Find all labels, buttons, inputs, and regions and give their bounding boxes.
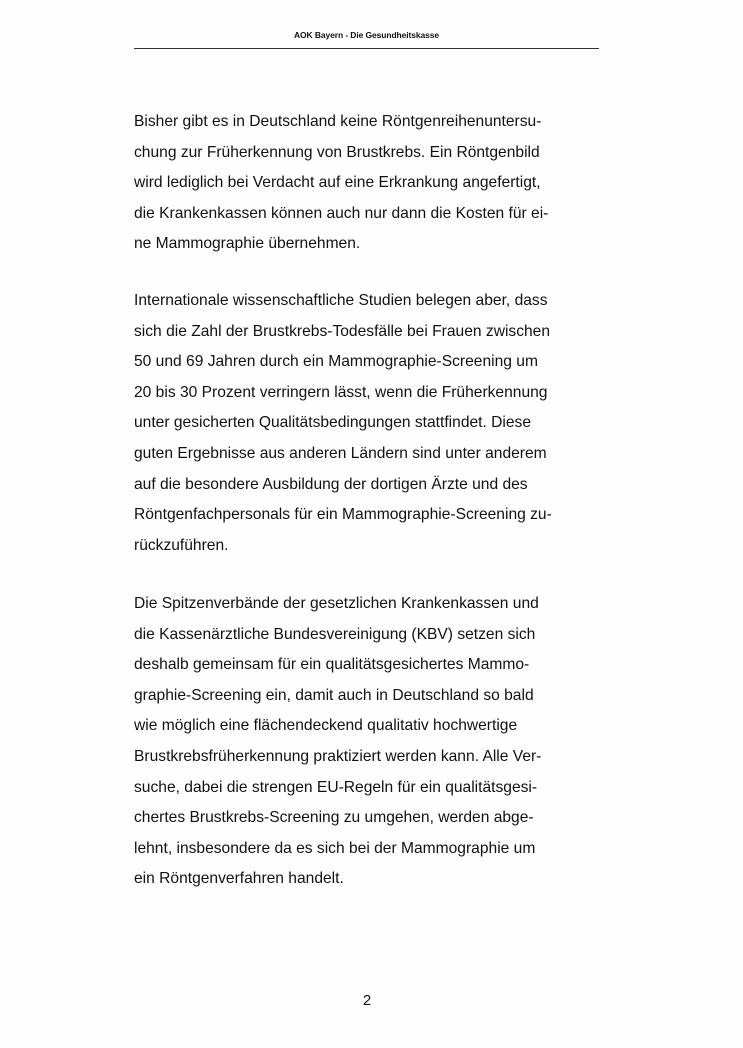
paragraph-1	[134, 107, 614, 260]
text-line: suche, dabei die strengen EU-Regeln für ein qualitätsgesi-	[134, 778, 538, 796]
text-line: ein Röntgenverfahren handelt.	[134, 870, 344, 888]
text-line: 50 und 69 Jahren durch ein Mammographie-Screening um	[134, 353, 538, 371]
text-line: chertes Brustkrebs-Screening zu umgehen, werden abge-	[134, 809, 534, 827]
text-line: Brustkrebsfrüherkennung praktiziert werden kann. Alle Ver-	[134, 747, 542, 765]
text-line: wie möglich eine flächendeckend qualitativ hochwertige	[134, 717, 518, 735]
text-line: die Kassenärztliche Bundesvereinigung (KBV) setzen sich	[134, 625, 536, 643]
page-number: 2	[362, 992, 372, 1009]
text-line: graphie-Screening ein, damit auch in Deutschland so bald	[134, 686, 534, 704]
text-line: deshalb gemeinsam für ein qualitätsgesichertes Mammo-	[134, 656, 530, 674]
text-line: Internationale wissenschaftliche Studien belegen aber, dass	[134, 292, 548, 309]
header-divider	[134, 48, 599, 49]
text-line: unter gesicherten Qualitätsbedingungen stattfindet. Diese	[134, 414, 532, 432]
text-line: die Krankenkassen können auch nur dann die Kosten für ei-	[134, 204, 549, 222]
text-line: chung zur Früherkennung von Brustkrebs. Ein Röntgenbild	[134, 143, 540, 161]
text-line: Bisher gibt es in Deutschland keine Röntgenreihenuntersu-	[134, 113, 542, 130]
page-header-title: AOK Bayern - Die Gesundheitskasse	[293, 30, 440, 40]
paragraph-2	[134, 286, 614, 561]
text-line: wird lediglich bei Verdacht auf eine Erkrankung angefertigt,	[134, 174, 541, 192]
text-line: rückzuführen.	[134, 536, 229, 554]
text-line: sich die Zahl der Brustkrebs-Todesfälle bei Frauen zwischen	[134, 322, 551, 340]
text-line: Die Spitzenverbände der gesetzlichen Krankenkassen und	[134, 595, 539, 612]
text-line: lehnt, insbesondere da es sich bei der Mammographie um	[134, 839, 536, 857]
text-line: auf die besondere Ausbildung der dortigen Ärzte und des	[134, 475, 528, 493]
paragraph-3	[134, 589, 614, 895]
text-line: guten Ergebnisse aus anderen Ländern sind unter anderem	[134, 444, 547, 462]
text-line: 20 bis 30 Prozent verringern lässt, wenn die Früherkennung	[134, 383, 548, 401]
text-line: Röntgenfachpersonals für ein Mammographie-Screening zu-	[134, 506, 552, 524]
text-line: ne Mammographie übernehmen.	[134, 235, 361, 253]
